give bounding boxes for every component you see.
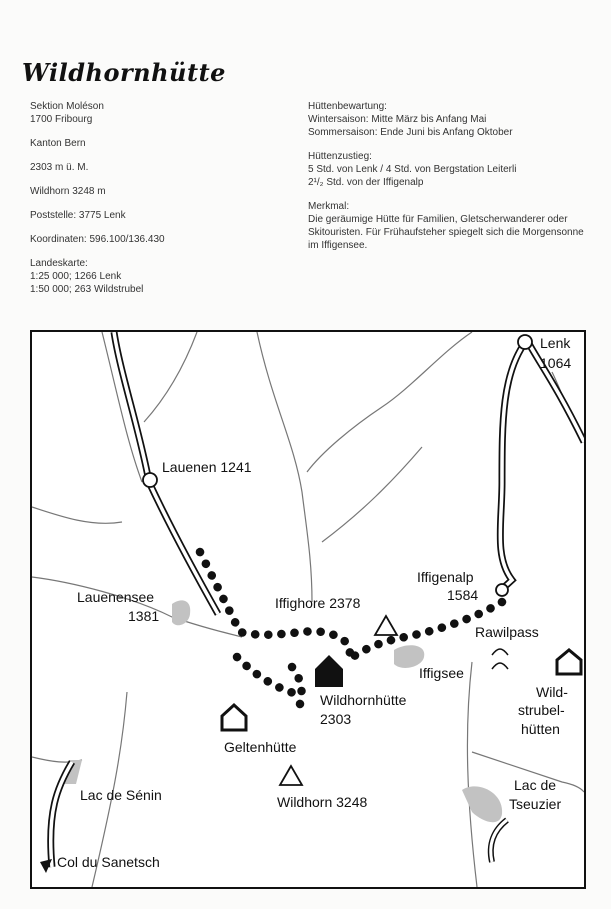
features-line-3: im Iffigensee. — [308, 240, 368, 251]
river-2 — [144, 332, 197, 422]
access-line-2: 2¹/₂ Std. von der Iffigenalp — [308, 177, 424, 188]
pass-icon — [492, 649, 508, 669]
section-city: 1700 Fribourg — [30, 114, 93, 125]
lauenen-point — [143, 473, 157, 487]
post-office: Poststelle: 3775 Lenk — [30, 210, 126, 221]
hut-info-right — [308, 100, 593, 263]
label-lenk-alt: 1064 — [540, 355, 572, 371]
river-6 — [32, 507, 122, 523]
trail-geltenhuette-2 — [292, 667, 302, 704]
trail-geltenhuette — [237, 657, 297, 694]
label-wildhornhuette-name: Wildhornhütte — [320, 692, 407, 708]
label-wildstrubel-2: strubel- — [518, 702, 565, 718]
label-lauenen: Lauenen 1241 — [162, 459, 252, 475]
label-lenk-name: Lenk — [540, 335, 571, 351]
river-1 — [102, 332, 142, 482]
section-name: Sektion Moléson — [30, 101, 104, 112]
features-line-2: Skitouristen. Für Frühaufsteher spiegelt sich die Morgensonne — [308, 227, 584, 238]
wildhorn-peak — [280, 766, 302, 785]
coordinates: Koordinaten: 596.100/136.430 — [30, 234, 165, 245]
geltenhuette-icon — [222, 705, 246, 730]
map-sheets-block — [30, 257, 290, 296]
river-4 — [307, 332, 472, 472]
label-rawilpass: Rawilpass — [475, 624, 539, 640]
peak-altitude: Wildhorn 3248 m — [30, 186, 106, 197]
hut-altitude: 2303 m ü. M. — [30, 162, 89, 173]
hut-info-left — [30, 100, 290, 307]
features-block — [308, 200, 593, 252]
map-sheet-2: 1:50 000; 263 Wildstrubel — [30, 284, 144, 295]
label-wildstrubel-1: Wild- — [536, 684, 568, 700]
label-iffigsee: Iffigsee — [419, 665, 464, 681]
canton: Kanton Bern — [30, 138, 86, 149]
map-svg — [32, 332, 584, 887]
section-block — [30, 100, 290, 126]
label-iffighore: Iffighore 2378 — [275, 595, 361, 611]
river-9 — [467, 662, 477, 887]
map-sheet-1: 1:25 000; 1266 Lenk — [30, 271, 122, 282]
river-5 — [322, 447, 422, 542]
label-wildstrubel-3: hütten — [521, 721, 560, 737]
access-heading: Hüttenzustieg: — [308, 151, 372, 162]
access-line-1: 5 Std. von Lenk / 4 Std. von Bergstation Leiterli — [308, 164, 517, 175]
label-wildhornhuette-alt: 2303 — [320, 711, 352, 727]
label-lac-tseuzier-1: Lac de — [514, 777, 557, 793]
lac-tseuzier-lake — [462, 786, 502, 822]
label-geltenhuette: Geltenhütte — [224, 739, 297, 755]
wildstrubelhuetten-icon — [557, 650, 581, 674]
label-iffigenalp-name: Iffigenalp — [417, 569, 474, 585]
page-title: Wildhornhütte — [22, 58, 226, 87]
label-lauenensee-name: Lauenensee — [77, 589, 155, 605]
label-lac-senin: Lac de Sénin — [80, 787, 162, 803]
summer-season: Sommersaison: Ende Juni bis Anfang Oktober — [308, 127, 513, 138]
winter-season: Wintersaison: Mitte März bis Anfang Mai — [308, 114, 487, 125]
label-wildhorn: Wildhorn 3248 — [277, 794, 368, 810]
route-map — [30, 330, 586, 889]
label-lac-tseuzier-2: Tseuzier — [509, 796, 562, 812]
features-heading: Merkmal: — [308, 201, 350, 212]
wildhornhuette-icon — [315, 655, 343, 687]
iffighore-peak — [375, 616, 397, 635]
hut-service-heading: Hüttenbewartung: — [308, 101, 387, 112]
hut-service-block — [308, 100, 593, 139]
lenk-point — [518, 335, 532, 349]
iffigenalp-point — [496, 584, 508, 596]
map-sheets-heading: Landeskarte: — [30, 258, 88, 269]
label-sanetsch: Col du Sanetsch — [57, 854, 160, 870]
access-block — [308, 150, 593, 189]
features-line-1: Die geräumige Hütte für Familien, Gletscherwanderer oder — [308, 214, 568, 225]
label-lauenensee-alt: 1381 — [128, 608, 160, 624]
river-3 — [257, 332, 312, 602]
label-iffigenalp-alt: 1584 — [447, 587, 479, 603]
road-lenk-outer — [500, 340, 527, 590]
